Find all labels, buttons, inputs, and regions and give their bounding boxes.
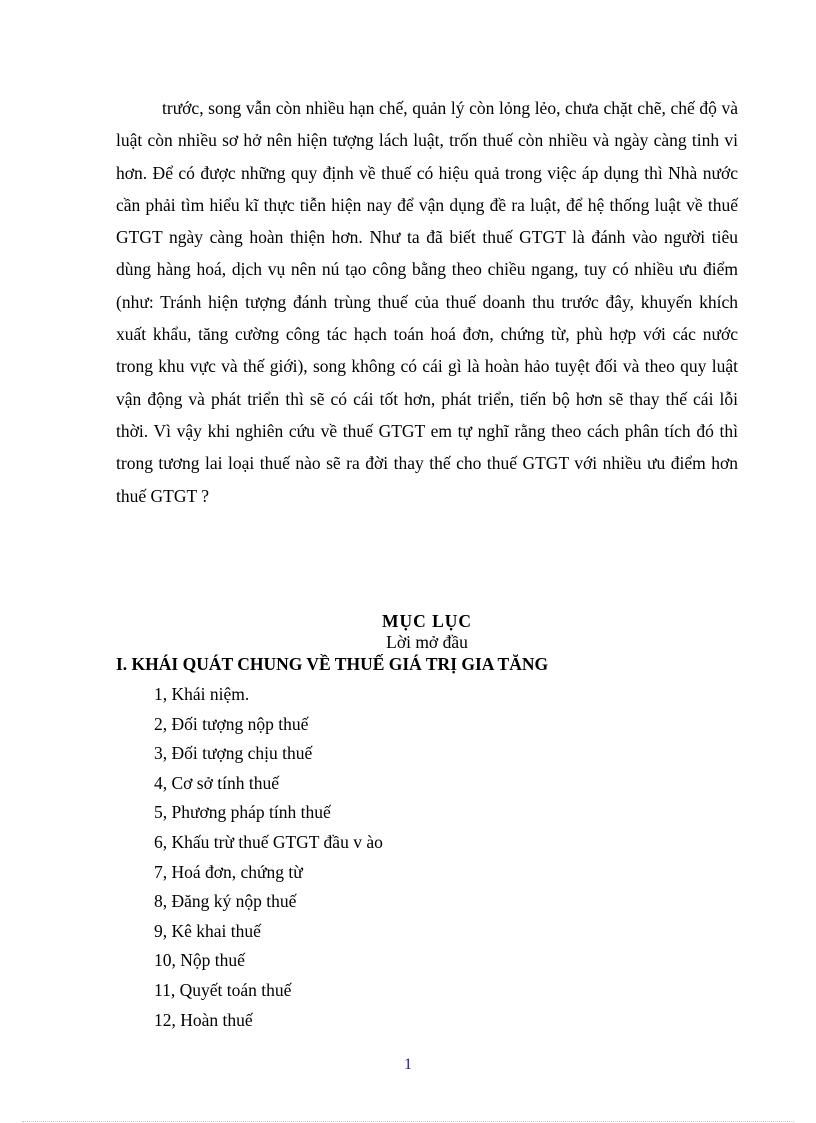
toc-item: 9, Kê khai thuế [154,920,261,941]
toc-item: 12, Hoàn thuế [154,1009,253,1030]
toc-item: 2, Đối tượng nộp thuế [154,713,309,734]
toc-title: MỤC LỤC [381,611,473,631]
toc-section-heading: I. KHÁI QUÁT CHUNG VỀ THUẾ GIÁ TRỊ GIA TĂNG [116,654,549,674]
toc-item: 11, Quyết toán thuế [154,979,292,1000]
page-number: 1 [404,1056,412,1073]
toc-item: 7, Hoá đơn, chứng từ [154,861,303,882]
toc-item: 4, Cơ sở tính thuế [154,772,279,793]
toc-item: 5, Phương pháp tính thuế [154,802,331,823]
table-of-contents [116,610,738,1035]
toc-item-list [116,680,738,1035]
toc-item: 8, Đăng ký nộp thuế [154,891,297,912]
toc-item: 10, Nộp thuế [154,950,245,971]
toc-item: 1, Khái niệm. [154,684,250,704]
toc-intro: Lời mở đầu [386,632,468,652]
page-bottom-divider [22,1121,794,1122]
toc-item: 6, Khấu trừ thuế GTGT đầu v ào [154,831,383,852]
body-paragraph: trước, song vẫn còn nhiều hạn chế, quản lý còn lỏng lẻo, chưa chặt chẽ, chế độ và luật còn nhiều sơ hở nên hiện tượng lách luật, trốn thuế còn nhiều và ngày càng tinh vi hơn. Để có được những quy định về thuế có hiệu quả trong việc áp dụng thì Nhà nước cần phải tìm hiểu kĩ thực tiễn hiện nay để vận dụng đề ra luật, để hệ thống luật về thuế GTGT ngày càng hoàn thiện hơn. Như ta đã biết thuế GTGT là đánh vào người tiêu dùng hàng hoá, dịch vụ nên nú tạo công bằng theo chiều ngang, tuy có nhiều ưu điểm (như: Tránh hiện tượng đánh trùng thuế của thuế doanh thu trước đây, khuyến khích xuất khẩu, tăng cường công tác hạch toán hoá đơn, chứng từ, phù hợp với các nước trong khu vực và thế giới), song không có cái gì là hoàn hảo tuyệt đối và theo quy luật vận động và phát triển thì sẽ có cái tốt hơn, phát triển, tiến bộ hơn sẽ thay thế cái lỗi thời. Vì vậy khi nghiên cứu về thuế GTGT em tự nghĩ rằng theo cách phân tích đó thì trong tương lai loại thuế nào sẽ ra đời thay thế cho thuế GTGT với nhiều ưu điểm hơn thuế GTGT ? [116,98,738,506]
toc-item: 3, Đối tượng chịu thuế [154,743,313,764]
